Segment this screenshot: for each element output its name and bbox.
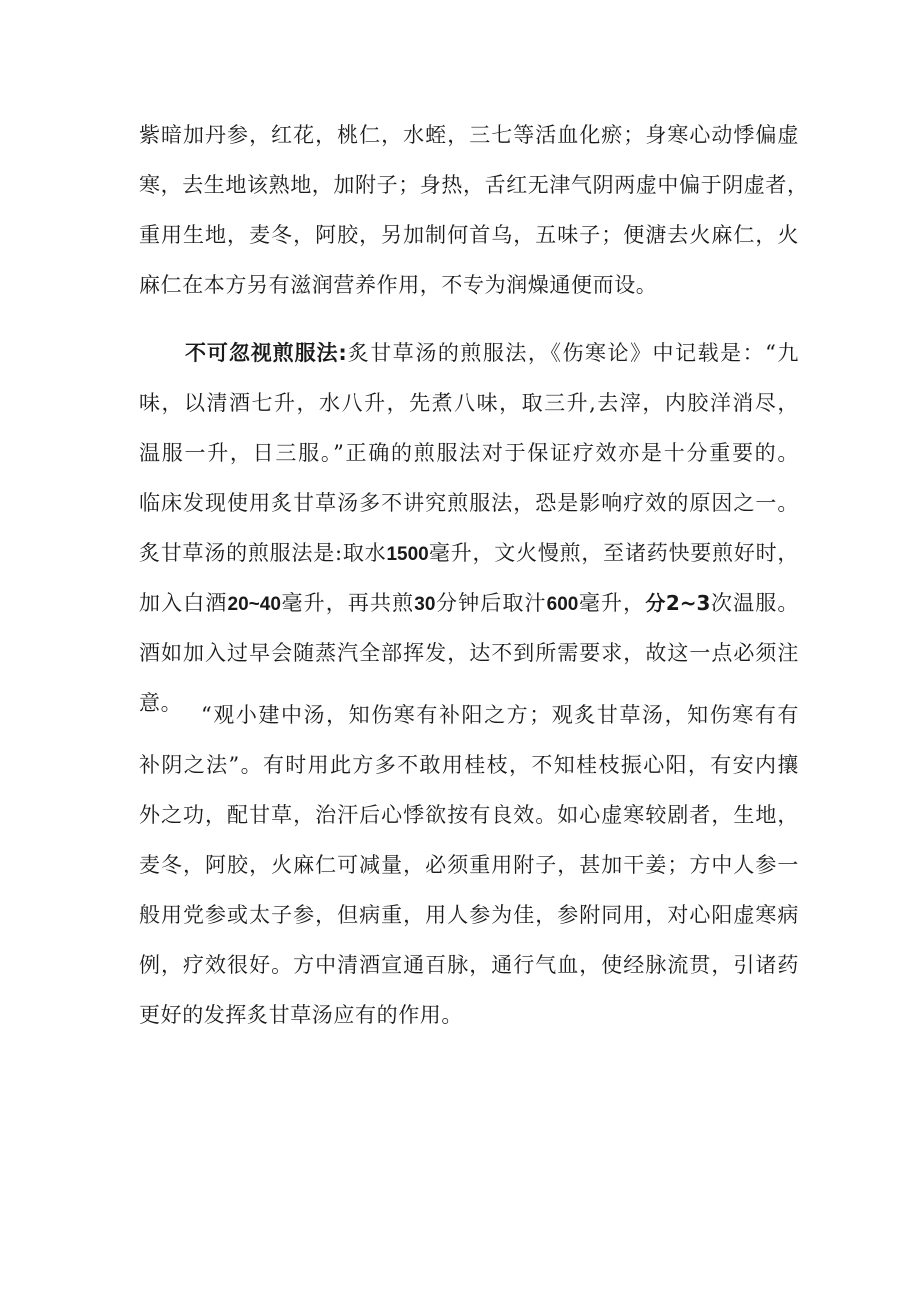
dose-emphasis: 分2~3 [645,591,711,615]
line-text: 毫升，再共煎 [280,591,415,615]
paragraph-herb-modifications [139,110,809,310]
paragraph-line: 更好的发挥炙甘草汤应有的作用。 [139,1003,463,1027]
paragraph-line: 麦冬，阿胶，火麻仁可减量，必须重用附子，甚加干姜；方中人参一 [139,853,799,877]
line-text: 加入白酒 [139,591,228,615]
section-lead-heading: 不可忽视煎服法: [185,341,347,365]
paragraph-line: 温服一升，日三服。”正确的煎服法对于保证疗效亦是十分重要的。 [139,441,799,465]
paragraph-line: “观小建中汤，知伤寒有补阳之方；观炙甘草汤，知伤寒有有 [201,703,799,727]
paragraph-line [139,328,799,378]
paragraph-line: 般用党参或太子参，但病重，用人参为佳，参附同用，对心阳虚寒病 [139,903,799,927]
paragraph-decoction-method [139,328,799,728]
paragraph-line: 外之功，配甘草，治汗后心悸欲按有良效。如心虚寒较剧者，生地， [139,803,799,827]
line-text: 炙甘草汤的煎服法，《伤寒论》中记载是：“九 [346,341,799,365]
number: 30 [414,594,436,615]
paragraph-line: 补阴之法”。有时用此方多不敢用桂枝，不知桂枝振心阳，有安内攘 [139,753,799,777]
paragraph-line: 例，疗效很好。方中清酒宣通百脉，通行气血，使经脉流贯，引诸药 [139,953,799,977]
paragraph-line: 意。 [139,691,183,715]
paragraph-line: 重用生地，麦冬，阿胶，另加制何首乌，五味子；便溏去火麻仁，火 [139,223,799,247]
number: 1500 [386,544,429,565]
number: 600 [546,594,579,615]
line-text: 毫升， [578,591,646,615]
paragraph-line: 寒，去生地该熟地，加附子；身热，舌红无津气阴两虚中偏于阴虚者， [139,173,809,197]
paragraph-line [139,578,799,628]
line-text: 炙甘草汤的煎服法是:取水 [139,541,387,565]
number: 20~40 [227,594,281,615]
paragraph-line [139,528,799,578]
line-text: 分钟后取汁 [435,591,547,615]
paragraph-line: 麻仁在本方另有滋润营养作用，不专为润燥通便而设。 [139,273,658,297]
paragraph-line: 临床发现使用炙甘草汤多不讲究煎服法，恐是影响疗效的原因之一。 [139,491,799,515]
paragraph-commentary [139,690,799,1040]
paragraph-line: 酒如加入过早会随蒸汽全部挥发，达不到所需要求，故这一点必须注 [139,641,799,665]
line-text: 次温服。 [710,591,799,615]
paragraph-line: 味，以清酒七升，水八升，先煮八味，取三升,去滓，内胶洋消尽， [139,391,799,415]
line-text: 毫升，文火慢煎，至诸药快要煎好时， [428,541,800,565]
paragraph-line: 紫暗加丹参，红花，桃仁，水蛭，三七等活血化瘀；身寒心动悸偏虚 [139,123,799,147]
